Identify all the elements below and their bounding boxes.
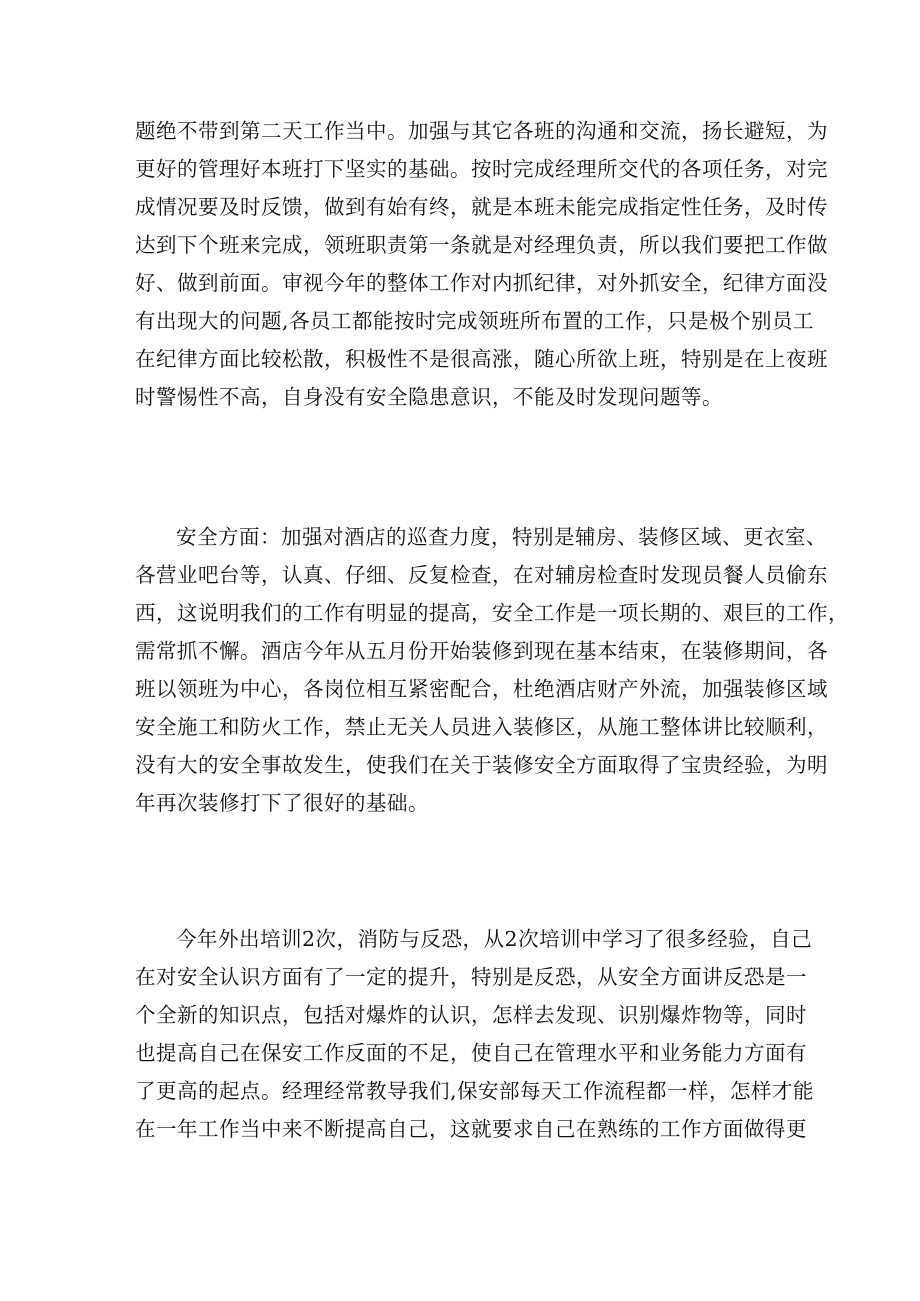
text-line: 题绝不带到第二天工作当中。加强与其它各班的沟通和交流，扬长避短，为	[135, 119, 828, 143]
text-line: 班以领班为中心，各岗位相互紧密配合，杜绝酒店财产外流，加强装修区域	[135, 677, 828, 701]
text-line: 西，这说明我们的工作有明显的提高，安全工作是一项长期的、艰巨的工作，	[135, 601, 849, 625]
text-line: 需常抓不懈。酒店今年从五月份开始装修到现在基本结束，在装修期间，各	[135, 639, 828, 663]
text-line: 有出现大的问题,各员工都能按时完成领班所布置的工作，只是极个别员工	[135, 309, 815, 333]
text-line: 也提高自己在保安工作反面的不足，使自己在管理水平和业务能力方面有	[135, 1041, 807, 1065]
paragraph-training	[135, 920, 815, 1148]
text-line: 时警惕性不高，自身没有安全隐患意识，不能及时发现问题等。	[135, 385, 723, 409]
text-line: 更好的管理好本班打下坚实的基础。按时完成经理所交代的各项任务，对完	[135, 157, 828, 181]
text-line: 个全新的知识点，包括对爆炸的认识，怎样去发现、识别爆炸物等，同时	[135, 1003, 807, 1027]
text-line: 各营业吧台等，认真、仔细、反复检查，在对辅房检查时发现员餐人员偷东	[135, 563, 828, 587]
text-line: 成情况要及时反馈，做到有始有终，就是本班未能完成指定性任务，及时传	[135, 195, 828, 219]
text-line: 好、做到前面。审视今年的整体工作对内抓纪律，对外抓安全，纪律方面没	[135, 271, 828, 295]
paragraph-safety	[135, 518, 849, 822]
text-line: 年再次装修打下了很好的基础。	[135, 791, 429, 815]
text-line: 安全施工和防火工作，禁止无关人员进入装修区，从施工整体讲比较顺利，	[135, 715, 828, 739]
text-line: 了更高的起点。经理经常教导我们,保安部每天工作流程都一样，怎样才能	[135, 1079, 815, 1103]
text-line: 今年外出培训2次，消防与反恐，从2次培训中学习了很多经验，自己	[176, 927, 813, 951]
text-line: 安全方面：加强对酒店的巡查力度，特别是辅房、装修区域、更衣室、	[176, 525, 827, 549]
text-line: 达到下个班来完成，领班职责第一条就是对经理负责，所以我们要把工作做	[135, 233, 828, 257]
text-line: 在一年工作当中来不断提高自己，这就要求自己在熟练的工作方面做得更	[135, 1117, 807, 1141]
text-line: 在对安全认识方面有了一定的提升，特别是反恐，从安全方面讲反恐是一	[135, 965, 807, 989]
text-line: 没有大的安全事故发生，使我们在关于装修安全方面取得了宝贵经验，为明	[135, 753, 828, 777]
paragraph-work-review	[135, 112, 828, 416]
text-line: 在纪律方面比较松散，积极性不是很高涨，随心所欲上班，特别是在上夜班	[135, 347, 828, 371]
